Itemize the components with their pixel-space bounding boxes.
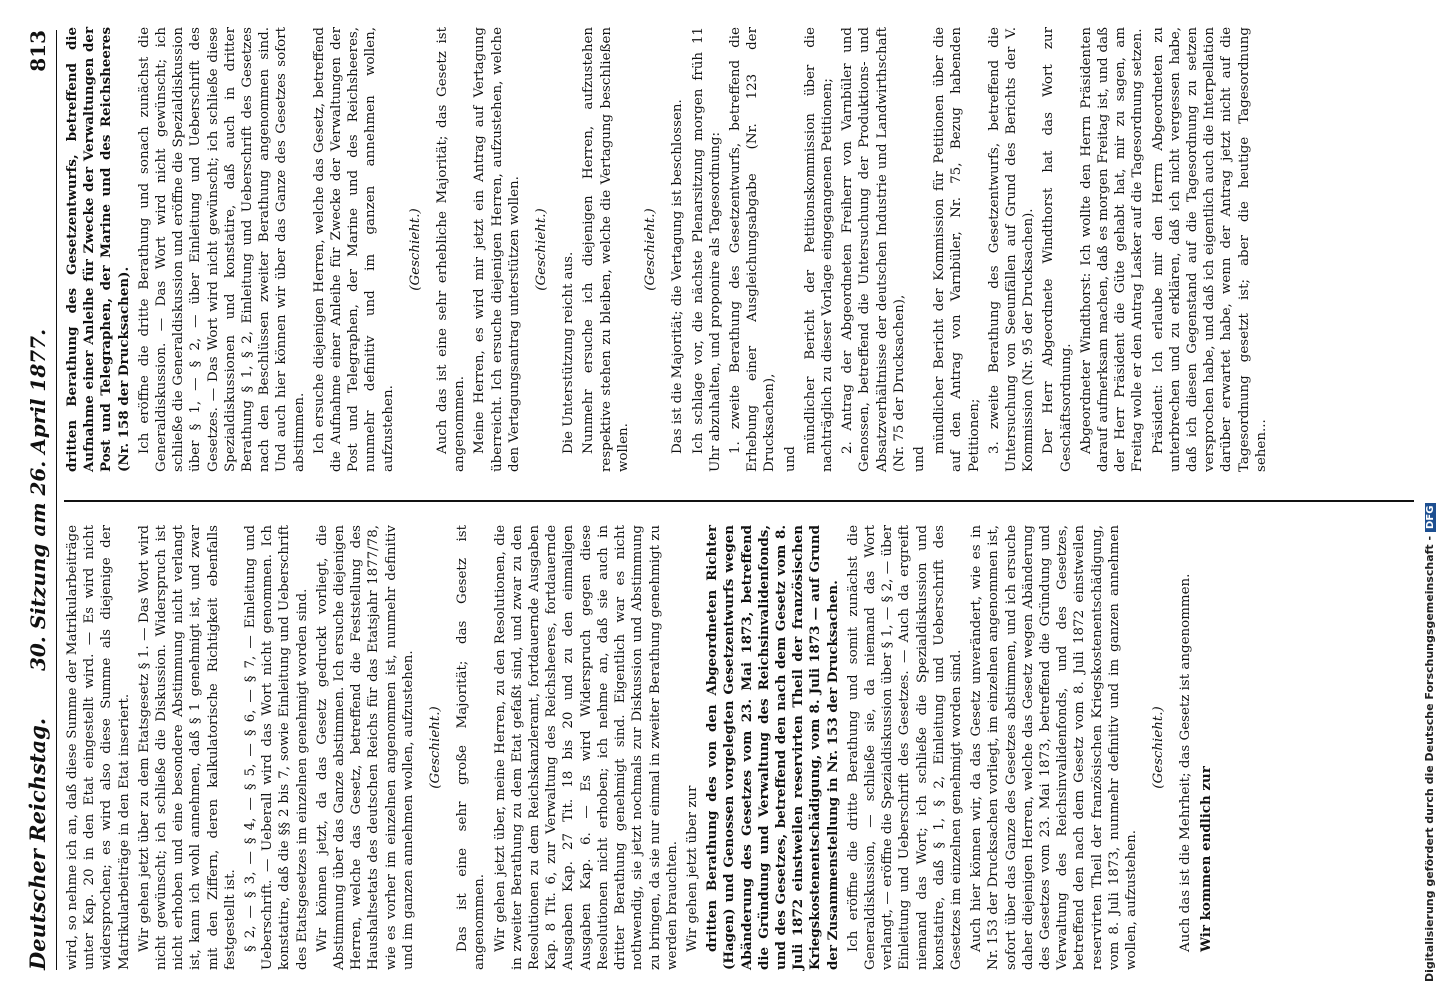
header-center: 30. Sitzung am 26. April 1877. [26,328,50,672]
right-column [64,27,1404,472]
agenda-list-item: mündlicher Bericht der Petitionskommission über die nachträglich zu dieser Vorlage eingegangenen Petitionen; [802,27,835,472]
connector-word: und [911,446,927,472]
paragraph: Ich eröffne die dritte Berathung und sonach zunächst die Generaldiskussion. — Das Wort wird nicht gewünscht; ich schließe die Generaldiskussion und eröffne die Spezialdiskussion über § 1, — § 2, — über Einleitung und Ueberschrift des Gesetzes. — Das Wort wird nicht gewünscht; ich schließe diese Spezialdiskussionen und konstatire, daß auch in dritter Berathung § 1, § 2, Einleitung und Ueberschrift des Gesetzes nach den Beschlüssen zweiter Berathung angenommen sind. Und auch hier können wir über das Ganze des Gesetzes sofort abstimmen. [136,27,307,472]
left-column [64,525,1404,970]
dfg-logo: DFG [1425,503,1436,532]
paragraph: Das ist die Majorität; die Vertagung ist beschlossen. [670,99,686,454]
speech-paragraph: Präsident: Ich erlaube mir den Herrn Abgeordneten zu unterbrechen und zu erklären, daß ich nicht vergessen habe, daß ich diesen Gegenstand auf die Tagesordnung zu setzen versprochen habe, und daß ich eigentlich auch die Interpellation darüber erwartet habe, wenn der Antrag jetzt nicht auf die Tagesordnung gesetzt ist; aber die heutige Tagesordnung sehen... [1150,27,1269,472]
footer-text: Digitalisierung gefördert durch die Deutsche Forschungsgemeinschaft - [1423,535,1436,982]
paragraph: Ich schlage vor, die nächste Plenarsitzung morgen früh 11 Uhr abzuhalten, und proponire als Tagesordnung: [690,27,723,472]
agenda-list-item: mündlicher Bericht der Kommission für Petitionen über die auf den Antrag von Varnbüler, Nr. 75, Bezug habenden Petitionen; [932,27,982,472]
paragraph: Das ist eine sehr große Majorität; das Gesetz ist angenommen. [455,525,488,970]
paragraph: Meine Herren, es wird mir jetzt ein Antrag auf Vertagung überreicht. Ich ersuche diejenigen Herren, aufzustehen, welche den Vertagungsantrag unterstützen wollen. [472,27,522,472]
paragraph: § 2, — § 3, — § 4, — § 5, — § 6, — § 7, — Einleitung und Ueberschrift. — Ueberall wird das Wort nicht genommen. Ich konstatire, daß die §§ 2 bis 7, sowie Einleitung und Ueberschrift des Etatsgesetzes im einzelnen genehmigt worden sind. [243,525,310,970]
paragraph: Auch das ist eine sehr erhebliche Majorität; das Gesetz ist angenommen. [435,27,468,472]
paragraph: Wir können jetzt, da das Gesetz gedruckt vorliegt, die Abstimmung über das Ganze abstimmen. Ich ersuche diejenigen Herren, welche das Gesetz, betreffend die Feststellung des Haushaltsetats des deutschen Reichs für das Etatsjahr 1877/78, wie es vorher im einzelnen angenommen ist, nunmehr definitiv und im ganzen annehmen wollen, aufzustehen. [314,525,416,970]
paragraph: Auch das ist die Mehrheit; das Gesetz ist angenommen. [1178,573,1194,952]
paragraph: Ich eröffne die dritte Berathung und somit zunächst die Generaldiskussion, — schließe sie, da niemand das Wort verlangt, — eröffne die Spezialdiskussion über § 1, — § 2, — über Einleitung und Ueberschrift des Gesetzes. — Auch da ergreift niemand das Wort; ich schließe die Spezialdiskussion und konstatire, daß § 1, § 2, Einleitung und Ueberschrift des Gesetzes im einzelnen genehmigt worden sind. [845,525,964,970]
stage-direction: (Geschieht.) [407,208,423,291]
paragraph: Nunmehr ersuche ich diejenigen Herren, aufzustehen respektive stehen zu bleiben, welche die Vertagung beschließen wollen. [581,27,631,472]
paragraph: Auch hier können wir, da das Gesetz unverändert, wie es in Nr. 153 der Drucksachen vorliegt, im einzelnen angenommen ist, sofort über das Ganze des Gesetzes abstimmen, und ich ersuche daher diejenigen Herren, welche das Gesetz wegen Abänderung des Gesetzes vom 23. Mai 1873, betreffend die Gründung und Verwaltung des Reichsinvalidenfonds, und des Gesetzes, betreffend den nach dem Gesetz vom 8. Juli 1872 einstweilen reservirten Theil der französischen Kriegskostenentschädigung, vom 8. Juli 1873, nunmehr definitiv und im ganzen annehmen wollen, aufzustehen. [969,525,1139,970]
paragraph: wird, so nehme ich an, daß diese Summe der Matrikularbeiträge unter Kap. 20 in den Etat eingestellt wird. — Es wird nicht widersprochen; es wird also diese Summe als diejenige der Matrikularbeiträge in den Etat inseriert. [65,525,132,970]
page-number: 813 [26,30,50,72]
digitization-footer [1423,503,1436,982]
stage-direction: (Geschieht.) [534,208,550,291]
stage-direction: (Geschieht.) [428,706,444,789]
connector-word: und [782,446,798,472]
agenda-item-heading: dritten Berathung des von den Abgeordneten Richter (Hagen) und Genossen vorgelegten Gesetzentwurfs wegen Abänderung des Gesetzes vom 23. Mai 1873, betreffend die Gründung und Verwaltung des Reichsinvalidenfonds, und des Gesetzes, betreffend den nach dem Gesetz vom 8. Juli 1872 einstweilen reservirten Theil der französischen Kriegskostenentschädigung, vom 8. Juli 1873 — auf Grund der Zusammenstellung in Nr. 153 der Drucksachen. [704,525,841,970]
paragraph: Die Unterstützung reicht aus. [561,251,577,454]
paragraph: Wir gehen jetzt über zu dem Etatsgesetz § 1. — Das Wort wird nicht gewünscht; ich schließe die Diskussion. Widerspruch ist nicht erhoben und eine besondere Abstimmung nicht verlangt ist, kann ich wohl annehmen, daß § 1 genehmigt ist, und zwar mit den Ziffern, deren kalkulatorische Richtigkeit ebenfalls festgestellt ist. [136,525,238,970]
speech-paragraph: Abgeordneter Windthorst: Ich wollte den Herrn Präsidenten darauf aufmerksam machen, daß es morgen Freitag ist, und daß der Herr Präsident die Güte gehabt hat, mir zu sagen, am Freitag wolle er den Antrag Lasker auf die Tagesordnung setzen. [1078,27,1146,472]
paragraph: Wir gehen jetzt über, meine Herren, zu den Resolutionen, die in zweiter Berathung zu dem Etat gefaßt sind, und zwar zu den Resolutionen zu dem Reichskanzleramt, fortdauernde Ausgaben Kap. 8 Tit. 6, zur Verwaltung des Reichsheeres, fortdauernde Ausgaben Kap. 27 Tit. 18 bis 20 und zu den einmaligen Ausgaben Kap. 6. — Es wird Widerspruch gegen diese Resolutionen nicht erhoben; ich nehme an, daß sie auch in dritter Berathung genehmigt sind. Eigentlich war es nicht nothwendig, sie jetzt nochmals zur Diskussion und Abstimmung zu bringen, da sie nur einmal in zweiter Berathung genehmigt zu werden brauchten. [492,525,680,970]
stage-direction: (Geschieht.) [1151,706,1167,789]
paragraph: Wir kommen endlich zur [1197,766,1214,952]
column-divider [64,500,1414,502]
paragraph: Der Herr Abgeordnete Windthorst hat das Wort zur Geschäftsordnung. [1041,27,1074,472]
agenda-item-heading: dritten Berathung des Gesetzentwurfs, betreffend die Aufnahme einer Anleihe für Zwecke der Verwaltungen der Post und Telegraphen, der Marine und des Reichsheeres (Nr. 158 der Drucksachen). [64,27,132,472]
agenda-list-item: 1. zweite Berathung des Gesetzentwurfs, betreffend die Erhebung einer Ausgleichungsabgabe (Nr. 123 der Drucksachen), [727,27,778,472]
paragraph: Ich ersuche diejenigen Herren, welche das Gesetz, betreffend die Aufnahme einer Anleihe für Zwecke der Verwaltungen der Post und Telegraphen, der Marine und des Reichsheeres, nunmehr definitiv und im ganzen annehmen wollen, aufzustehen. [311,27,396,472]
agenda-list-item: 3. zweite Berathung des Gesetzentwurfs, betreffend die Untersuchung von Seeunfällen auf Grund des Berichts der V. Kommission (Nr. 95 der Drucksachen). [986,27,1037,472]
agenda-list-item: 2. Antrag der Abgeordneten Freiherr von Varnbüler und Genossen, betreffend die Untersuchung der Produktions- und Absatzverhältnisse der deutschen Industrie und Landwirthschaft (Nr. 75 der Drucksachen), [840,27,907,472]
paragraph: Wir gehen jetzt über zur [684,785,700,952]
header-left: Deutscher Reichstag. [25,717,50,970]
page-header [16,30,57,970]
stage-direction: (Geschieht.) [643,208,659,291]
